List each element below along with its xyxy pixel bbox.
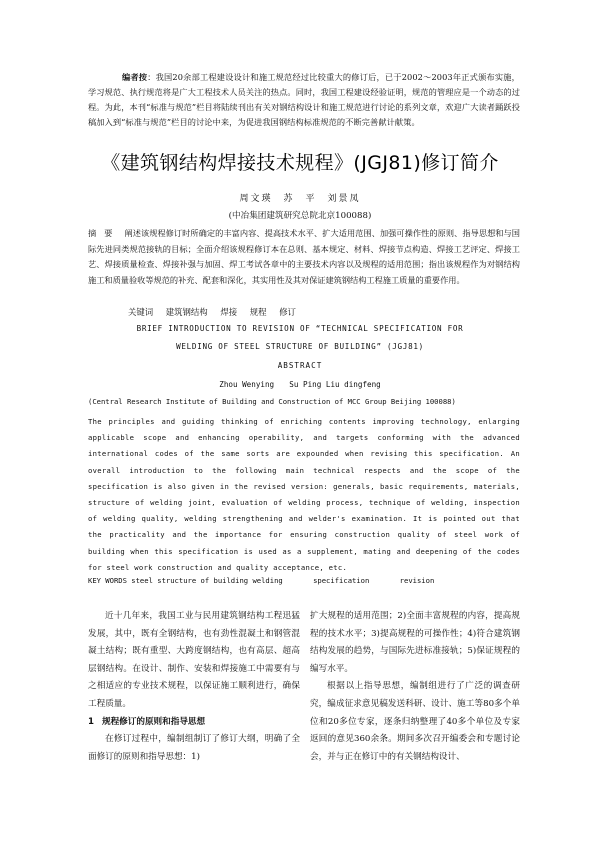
body-paragraph: 扩大规程的适用范围；2)全面丰富规程的内容，提高规程的技术水平；3)提高规程的可操作性；4)符合建筑钢结构发展的趋势，与国际先进标准接轨；5)保证规程的编写水平。 <box>310 611 520 674</box>
english-title-line1: BRIEF INTRODUCTION TO REVISION OF “TECHNICAL SPECIFICATION FOR <box>136 324 464 333</box>
body-paragraph: 根据以上指导思想，编制组进行了广泛的调查研究，编成征求意见稿发送科研、设计、施工等80多个单位和20多位专家，逐条归纳整理了40多个单位及专家返回的意见360余条。期间多次召开编委会和专题讨论会，并与正在修订中的有关钢结构设计、 <box>310 681 520 762</box>
english-abstract-label: ABSTRACT <box>277 361 323 370</box>
paper-title: 《建筑钢结构焊接技术规程》(JGJ81)修订简介 <box>101 152 499 174</box>
abstract-cn-label: 摘要 <box>88 228 121 238</box>
section-heading <box>88 714 300 732</box>
body-column-left <box>88 608 300 766</box>
keyword-cn-item: 建筑钢结构 <box>165 307 208 317</box>
section-number: 1 <box>88 716 94 727</box>
english-keywords <box>88 576 520 585</box>
editor-note <box>88 70 520 130</box>
body-paragraph: 在修订过程中，编制组制订了修订大纲，明确了全面修订的原则和指导思想：1) <box>88 734 300 762</box>
keywords-cn <box>128 306 302 318</box>
editor-note-label: 编者按 <box>122 72 148 82</box>
english-abstract: The principles and guiding thinking of enriching contents improving technology, enlarging applicable scope and enhancing operability, and targets conforming with the advanced international codes of the same sorts are expounded when revising this specification. An overall introduction to the following main technical respects and the scope of the specification is also given in the revised version: generals, basic requirements, materials, structure of welding joint, evaluation of welding process, technique of welding, inspection of welding quality, welding strengthening and welder's examination. It is pointed out that the practicality and the importance for ensuring construction quality of steel work of building when this specification is used as a supplement, mating and deepening of the codes for steel work construction and quality acceptance, etc. <box>88 417 520 572</box>
abstract-cn <box>88 226 520 288</box>
english-keyword-item: specification <box>313 576 370 585</box>
section-title: 规程修订的原则和指导思想 <box>101 716 206 727</box>
english-authors: Zhou Wenying Su Ping Liu dingfeng <box>219 380 381 389</box>
english-keyword-item: revision <box>399 576 435 585</box>
body-paragraph: 近十几年来，我国工业与民用建筑钢结构工程迅猛发展，其中，既有全钢结构，也有劲性混凝土和钢管混凝土结构；既有重型、大跨度钢结构，也有高层、超高层钢结构。在设计、制作、安装和焊接施工中需要有与之相适应的专业技术规程，以保证施工顺利进行，确保工程质量。 <box>88 611 300 709</box>
keyword-cn-item: 焊接 <box>220 307 238 317</box>
affiliation-cn: (中冶集团建筑研究总院北京100088) <box>228 211 372 221</box>
english-title-line2: WELDING OF STEEL STRUCTURE OF BUILDING” (JGJ81) <box>176 342 424 351</box>
editor-note-text: ：我国20余部工程建设设计和施工规范经过比较重大的修订后，已于2002～2003年正式颁布实施，学习规范、执行规范将是广大工程技术人员关注的热点。同时，我国工程建设经验证明，规范的管理应是一个动态的过程。为此，本刊“标准与规范”栏目将陆续刊出有关对钢结构设计和施工规范进行讨论的系列文章，欢迎广大读者踊跃投稿加入到“标准与规范”栏目的讨论中来，为促进我国钢结构标准规范的不断完善献计献策。 <box>88 72 520 127</box>
english-affiliation: (Central Research Institute of Building and Construction of MCC Group Beijing 100088) <box>88 397 456 406</box>
keyword-cn-item: 规程 <box>249 307 267 317</box>
authors-cn: 周文瑛 苏 平 刘景凤 <box>239 194 361 204</box>
english-keywords-label: KEY WORDS <box>88 576 127 585</box>
english-keyword-item: steel structure of building welding <box>131 576 283 585</box>
abstract-cn-text: 阐述该规程修订时所确定的丰富内容、提高技术水平、扩大适用范围、加强可操作性的原则、指导思想和与国际先进同类规范接轨的目标；全面介绍该规程修订本在总则、基本规定、材料、焊接节点构造、焊接工艺评定、焊接工艺、焊接质量检查、焊接补强与加固、焊工考试各章中的主要技术内容以及规程的适用范围；指出该规程作为对钢结构施工和质量验收等规范的补充、配套和深化，其实用性及其对保证建筑钢结构工程施工质量的重要作用。 <box>88 228 520 285</box>
keyword-cn-item: 修订 <box>279 307 296 317</box>
keywords-cn-label: 关键词 <box>128 307 154 317</box>
body-column-right <box>310 608 520 766</box>
